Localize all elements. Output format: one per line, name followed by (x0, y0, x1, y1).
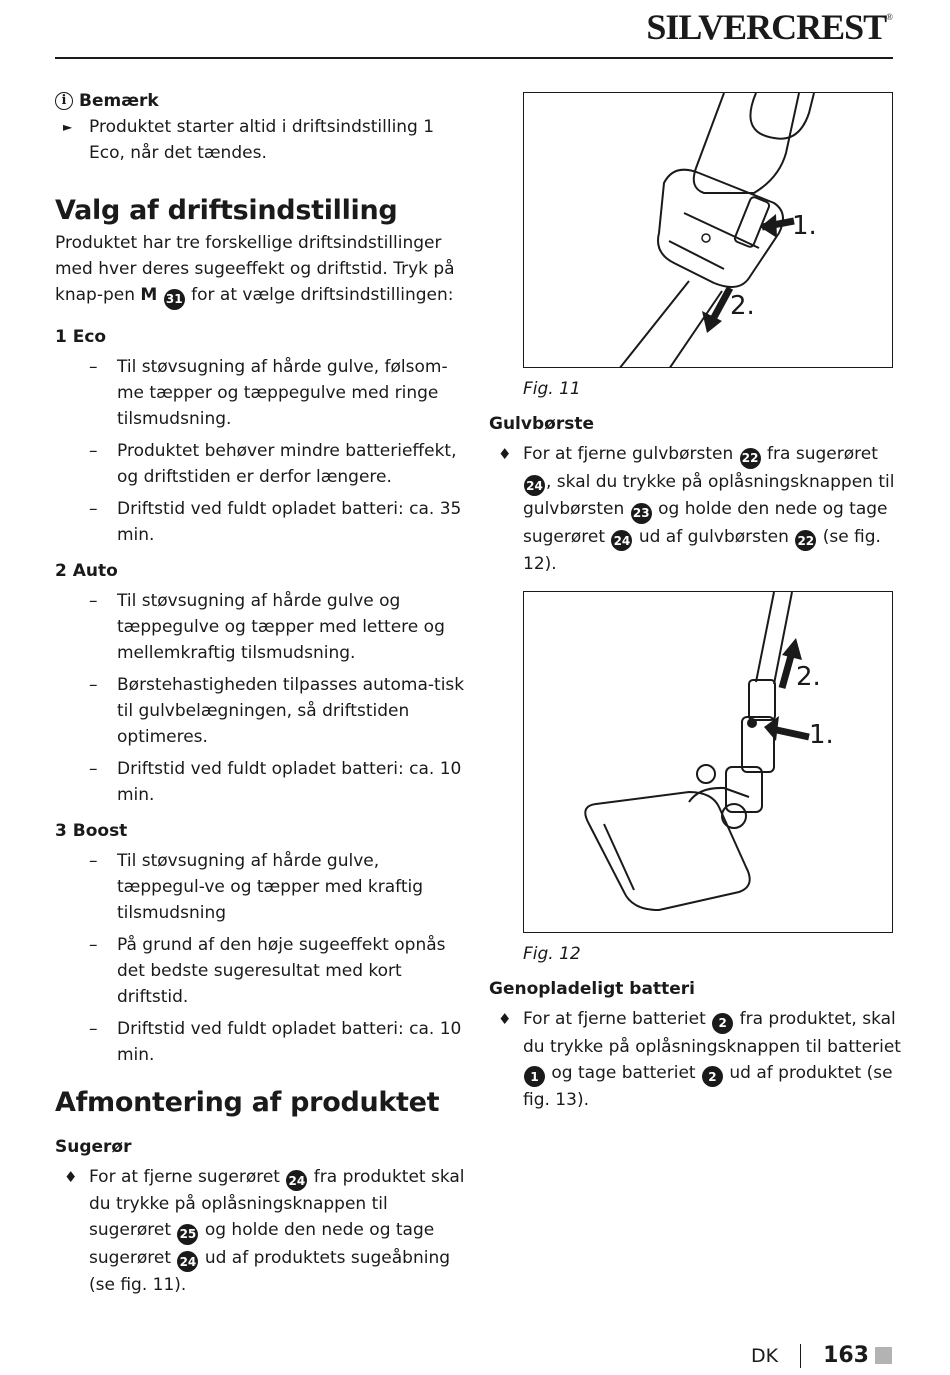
list-item (55, 354, 465, 432)
fig12-label-1: 1. (809, 720, 834, 750)
dash-bullet: – (89, 590, 98, 611)
section-heading-disassembly: Afmontering af produktet (55, 1086, 440, 1118)
list-item (489, 1006, 901, 1113)
fig11-label-1: 1. (792, 211, 817, 241)
mode-title-boost: 3 Boost (55, 820, 128, 841)
list-item (55, 1016, 465, 1068)
text-run: fra sugerøret (767, 444, 878, 464)
text-run: fra produktet skal du trykke på oplåsningsknappen til sugerøret (89, 1166, 465, 1240)
left-column (55, 88, 465, 1298)
list-item (55, 672, 465, 750)
text-run: For at fjerne batteriet (523, 1009, 706, 1029)
ref-number-badge: 22 (795, 530, 816, 551)
release-button (747, 718, 757, 728)
list-item-text: Driftstid ved fuldt opladet batteri: ca. 10 min. (117, 1018, 462, 1065)
page-number: 163 (823, 1343, 869, 1368)
text-run: For at fjerne gulvbørsten (523, 444, 734, 464)
dash-bullet: – (89, 758, 98, 779)
text-run: og holde den nede og tage sugerøret (89, 1220, 435, 1268)
text-run: ud af produktets sugeåbning (se fig. 11). (89, 1247, 451, 1295)
mode-title-eco: 1 Eco (55, 326, 107, 347)
ref-number-badge: 1 (524, 1066, 545, 1087)
diamond-bullet-icon: ♦ (64, 1167, 78, 1186)
arrow-1-head (760, 214, 777, 238)
ref-number-badge: 24 (286, 1170, 307, 1191)
arrow-2 (782, 652, 792, 688)
list-item (55, 848, 465, 926)
fig12-label-2: 2. (796, 662, 821, 692)
intro-text-end: for at vælge driftsindstillingen: (191, 285, 454, 305)
note-heading (55, 88, 465, 114)
list-item (489, 441, 901, 577)
dash-bullet: – (89, 850, 98, 871)
dash-bullet: – (89, 1018, 98, 1039)
list-item-text: Børstehastigheden tilpasses automa-tisk til gulvbelægningen, så driftstiden optimeres. (117, 674, 465, 747)
page-footer (751, 1343, 892, 1368)
ref-number-badge: 25 (177, 1224, 198, 1245)
button-dot (702, 234, 710, 242)
key-label: M (140, 285, 158, 305)
right-column (489, 92, 901, 1113)
intro-text: Produktet har tre forskellige driftsindstillinger med hver deres sugeeffekt og driftstid. Tryk på knap-pen (55, 233, 455, 305)
list-item-text: Driftstid ved fuldt opladet batteri: ca. 10 min. (117, 758, 462, 805)
list-item-text: Driftstid ved fuldt opladet batteri: ca. 35 min. (117, 498, 462, 545)
section-heading-modes: Valg af driftsindstilling (55, 195, 398, 226)
language-code: DK (750, 1344, 779, 1367)
list-item (55, 438, 465, 490)
triangle-bullet-icon: ► (63, 120, 73, 134)
text-run: (se fig. 12). (523, 526, 881, 574)
list-item (55, 496, 465, 548)
list-item (55, 756, 465, 808)
text-run: og tage batteriet (551, 1062, 696, 1083)
modes-intro (55, 230, 465, 310)
arrow-2-head (782, 638, 802, 660)
list-item-text: Produktet behøver mindre batterieffekt, og driftstiden er derfor længere. (117, 440, 457, 487)
info-icon: i (55, 92, 73, 110)
list-item-text (523, 441, 901, 577)
list-item-text (523, 1006, 901, 1113)
text-run: og holde den nede og tage sugerøret (523, 499, 888, 547)
list-item-text: Til støvsugning af hårde gulve og tæppegulve og tæpper med lettere og mellemkraftig tilsmudsning. (117, 590, 445, 663)
fig11-label-2: 2. (730, 291, 755, 321)
diamond-bullet-icon: ♦ (498, 1010, 512, 1028)
dash-bullet: – (89, 674, 98, 695)
list-item-text: På grund af den høje sugeeffekt opnås det bedste sugeresultat med kort driftstid. (117, 934, 446, 1007)
fig12-caption: Fig. 12 (523, 944, 581, 964)
footer-divider (800, 1344, 801, 1368)
vacuum-tube-illustration (524, 93, 893, 368)
list-item-text: Til støvsugning af hårde gulve, tæppegul-ve og tæpper med kraftig tilsmudsning (117, 850, 424, 923)
list-item (55, 932, 465, 1010)
brand-name: SILVERCREST (646, 7, 887, 47)
list-item-text (89, 1164, 465, 1299)
ref-number-badge: 2 (702, 1066, 723, 1087)
ref-number-badge: 31 (164, 289, 185, 310)
dash-bullet: – (89, 934, 98, 955)
arrow-1 (772, 729, 809, 737)
brand-logo (646, 6, 892, 48)
figure-11 (523, 92, 893, 368)
ref-number-badge: 24 (177, 1251, 198, 1272)
page-marker-square (875, 1347, 892, 1364)
header-rule (55, 57, 893, 59)
ref-number-badge: 23 (631, 503, 652, 524)
dash-bullet: – (89, 356, 98, 377)
ref-number-badge: 24 (611, 530, 632, 551)
ref-number-badge: 2 (712, 1013, 733, 1034)
text-run: ud af gulvbørsten (638, 526, 789, 547)
fig11-caption: Fig. 11 (523, 379, 581, 399)
dash-bullet: – (89, 440, 98, 461)
subheading-sugeror: Sugerør (55, 1136, 132, 1157)
mode-title-auto: 2 Auto (55, 560, 118, 581)
list-item (55, 588, 465, 666)
ref-number-badge: 24 (524, 475, 545, 496)
text-run: For at fjerne sugerøret (89, 1166, 280, 1187)
text-run: fra produktet, skal du trykke på oplåsningsknappen til batteriet (523, 1009, 901, 1057)
text-run: , skal du trykke på oplåsningsknappen til gulvbørsten (523, 471, 895, 519)
note-bullet (55, 114, 465, 166)
list-item (55, 1164, 465, 1299)
diamond-bullet-icon: ♦ (498, 445, 512, 463)
subheading-batteri: Genopladeligt batteri (489, 979, 695, 999)
figure-12 (523, 591, 893, 933)
note-text: Produktet starter altid i driftsindstilling 1 Eco, når det tændes. (89, 117, 435, 163)
floor-brush-illustration (524, 592, 893, 933)
ref-number-badge: 22 (740, 448, 761, 469)
text-run: ud af produktet (se fig. 13). (523, 1062, 893, 1110)
list-item-text: Til støvsugning af hårde gulve, følsom-me tæpper og tæppegulve med ringe tilsmudsning. (117, 356, 448, 429)
subheading-gulvborste: Gulvbørste (489, 414, 594, 434)
dash-bullet: – (89, 498, 98, 519)
note-title: Bemærk (79, 91, 159, 111)
registered-mark: ® (886, 12, 892, 22)
